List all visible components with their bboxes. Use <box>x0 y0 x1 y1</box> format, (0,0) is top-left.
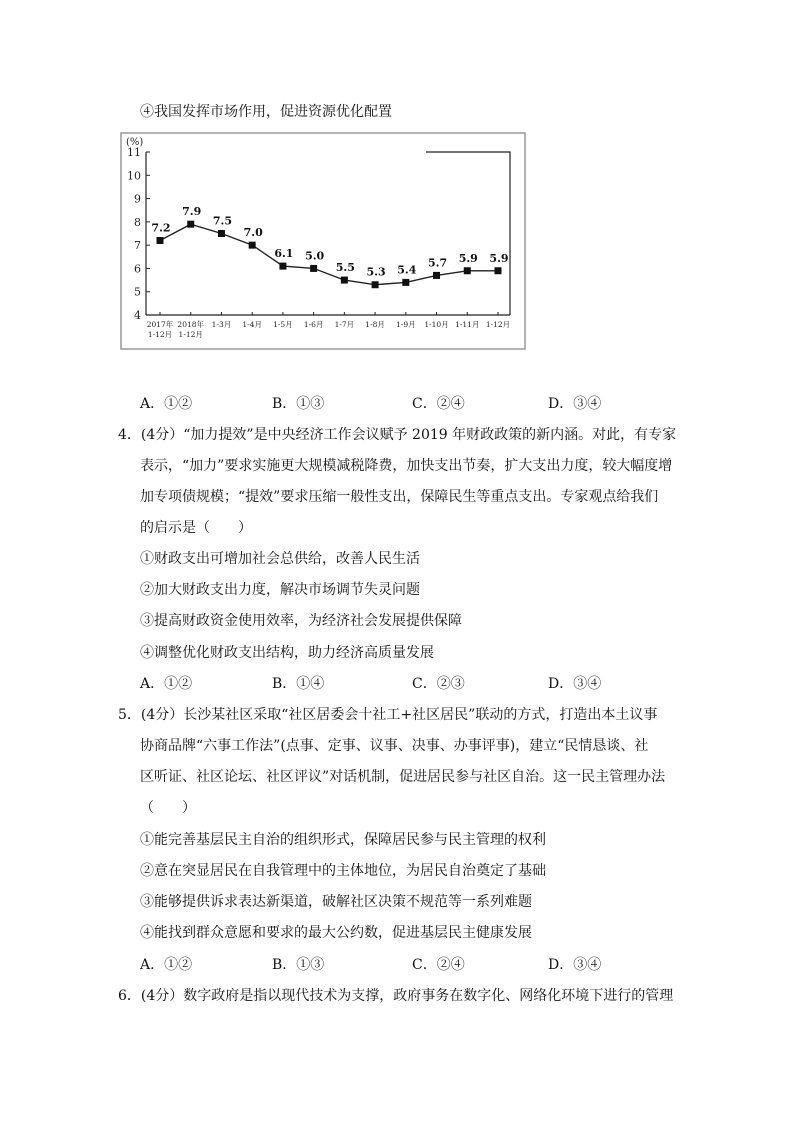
data-value-label: 7.0 <box>243 226 263 240</box>
q4-stem-line-3: 加专项债规模；“提效”要求压缩一般性支出，保障民生等重点支出。专家观点给我们 <box>140 489 659 505</box>
chart-y-unit: (%) <box>126 137 144 148</box>
q3-item-4: ④我国发挥市场作用，促进资源优化配置 <box>140 104 392 120</box>
x-tick-label: 1-3月 <box>211 320 232 329</box>
q5-stem-line-2: 协商品牌“六事工作法”(点事、定事、议事、决事、办事评事)，建立“民情恳谈、社 <box>140 738 649 754</box>
data-value-label: 7.5 <box>212 214 233 228</box>
q3-option-a[interactable]: A．①② <box>140 396 193 412</box>
data-point-marker <box>157 237 164 244</box>
q4-options <box>140 674 660 694</box>
q3-options <box>140 394 660 414</box>
data-point-marker <box>249 242 256 249</box>
q5-item-1: ①能完善基层民主自治的组织形式，保障居民参与民主管理的权利 <box>140 832 546 848</box>
y-tick-label: 11 <box>127 146 141 159</box>
y-tick-label: 10 <box>127 169 141 183</box>
data-value-label: 5.9 <box>489 251 509 265</box>
data-value-label: 6.1 <box>274 247 294 261</box>
y-tick-label: 4 <box>134 309 141 322</box>
growth-line-chart <box>120 132 526 350</box>
data-point-marker <box>402 279 409 286</box>
q4-item-1: ①财政支出可增加社会总供给，改善人民生活 <box>140 551 420 567</box>
q4-stem-line-1: 4．(4分）“加力提效”是中央经济工作会议赋予 2019 年财政政策的新内涵。对此，有专家 <box>118 427 677 443</box>
data-value-label: 7.2 <box>151 221 171 235</box>
data-value-label: 5.7 <box>427 256 448 270</box>
q3-option-c[interactable]: C．②④ <box>412 396 465 412</box>
x-tick-label: 1-10月 <box>424 320 449 329</box>
x-tick-label: 1-8月 <box>365 320 385 329</box>
q4-item-2: ②加大财政支出力度，解决市场调节失灵问题 <box>140 582 420 598</box>
chart-outer-frame <box>121 133 525 349</box>
q5-option-d[interactable]: D．③④ <box>548 957 602 973</box>
data-value-label: 5.0 <box>305 249 325 263</box>
y-tick-label: 9 <box>134 192 141 206</box>
data-point-marker <box>218 230 225 237</box>
x-tick-label: 1-5月 <box>273 320 293 329</box>
data-point-marker <box>433 272 440 279</box>
q5-stem-line-1: 5．(4分）长沙某社区采取“社区居委会十社工+社区居民”联动的方式，打造出本土议事 <box>118 707 658 723</box>
data-value-label: 5.3 <box>366 265 386 279</box>
x-tick-label: 2018年 <box>177 320 205 329</box>
data-point-marker <box>310 265 317 272</box>
q4-option-b[interactable]: B．①④ <box>272 676 325 692</box>
q5-option-a[interactable]: A．①② <box>140 957 193 973</box>
data-point-marker <box>372 281 379 288</box>
x-tick-label: 1-12月 <box>178 330 203 339</box>
x-tick-label: 1-6月 <box>303 320 324 329</box>
q4-item-4: ④调整优化财政支出结构，助力经济高质量发展 <box>140 645 434 661</box>
data-point-marker <box>495 267 502 274</box>
x-tick-label: 1-7月 <box>334 320 355 329</box>
x-tick-label: 1-12月 <box>147 330 173 339</box>
y-tick-label: 5 <box>134 285 141 299</box>
x-tick-label: 2017年 <box>146 320 174 329</box>
q4-option-d[interactable]: D．③④ <box>548 676 602 692</box>
q5-stem-line-4: （ ） <box>140 800 196 816</box>
q4-option-a[interactable]: A．①② <box>140 676 193 692</box>
q4-stem-line-4: 的启示是（ ） <box>140 520 252 536</box>
q5-options <box>140 955 660 975</box>
data-point-marker <box>279 263 286 270</box>
q5-item-2: ②意在突显居民在自我管理中的主体地位，为居民自治奠定了基础 <box>140 863 546 879</box>
q5-option-b[interactable]: B．①③ <box>272 957 325 973</box>
y-tick-label: 8 <box>134 215 141 229</box>
y-tick-label: 7 <box>134 239 141 253</box>
data-point-marker <box>464 267 471 274</box>
q5-item-3: ③能够提供诉求表达新渠道，破解社区决策不规范等一系列难题 <box>140 894 532 910</box>
q5-item-4: ④能找到群众意愿和要求的最大公约数，促进基层民主健康发展 <box>140 925 532 941</box>
data-point-marker <box>341 277 348 284</box>
data-value-label: 7.9 <box>182 205 202 219</box>
y-tick-label: 6 <box>134 262 141 276</box>
q4-stem-line-2: 表示，“加力”要求实施更大规模减税降费，加快支出节奏，扩大支出力度，较大幅度增 <box>140 458 673 474</box>
x-tick-label: 1-12月 <box>485 320 511 329</box>
data-value-label: 5.9 <box>458 251 478 265</box>
q4-option-c[interactable]: C．②③ <box>412 676 465 692</box>
data-value-label: 5.5 <box>335 261 355 275</box>
x-tick-label: 1-11月 <box>455 320 480 329</box>
x-tick-label: 1-4月 <box>242 320 262 329</box>
q4-item-3: ③提高财政资金使用效率，为经济社会发展提供保障 <box>140 613 462 629</box>
data-value-label: 5.4 <box>397 263 417 277</box>
q5-stem-line-3: 区听证、社区论坛、社区评议”对话机制，促进居民参与社区自治。这一民主管理办法 <box>140 769 666 785</box>
q6-stem-line-1: 6．(4分）数字政府是指以现代技术为支撑，政府事务在数字化、网络化环境下进行的管理 <box>118 988 674 1004</box>
q3-option-d[interactable]: D．③④ <box>548 396 602 412</box>
q3-option-b[interactable]: B．①③ <box>272 396 325 412</box>
q5-option-c[interactable]: C．②④ <box>412 957 465 973</box>
data-point-marker <box>187 221 194 228</box>
x-tick-label: 1-9月 <box>396 320 416 329</box>
